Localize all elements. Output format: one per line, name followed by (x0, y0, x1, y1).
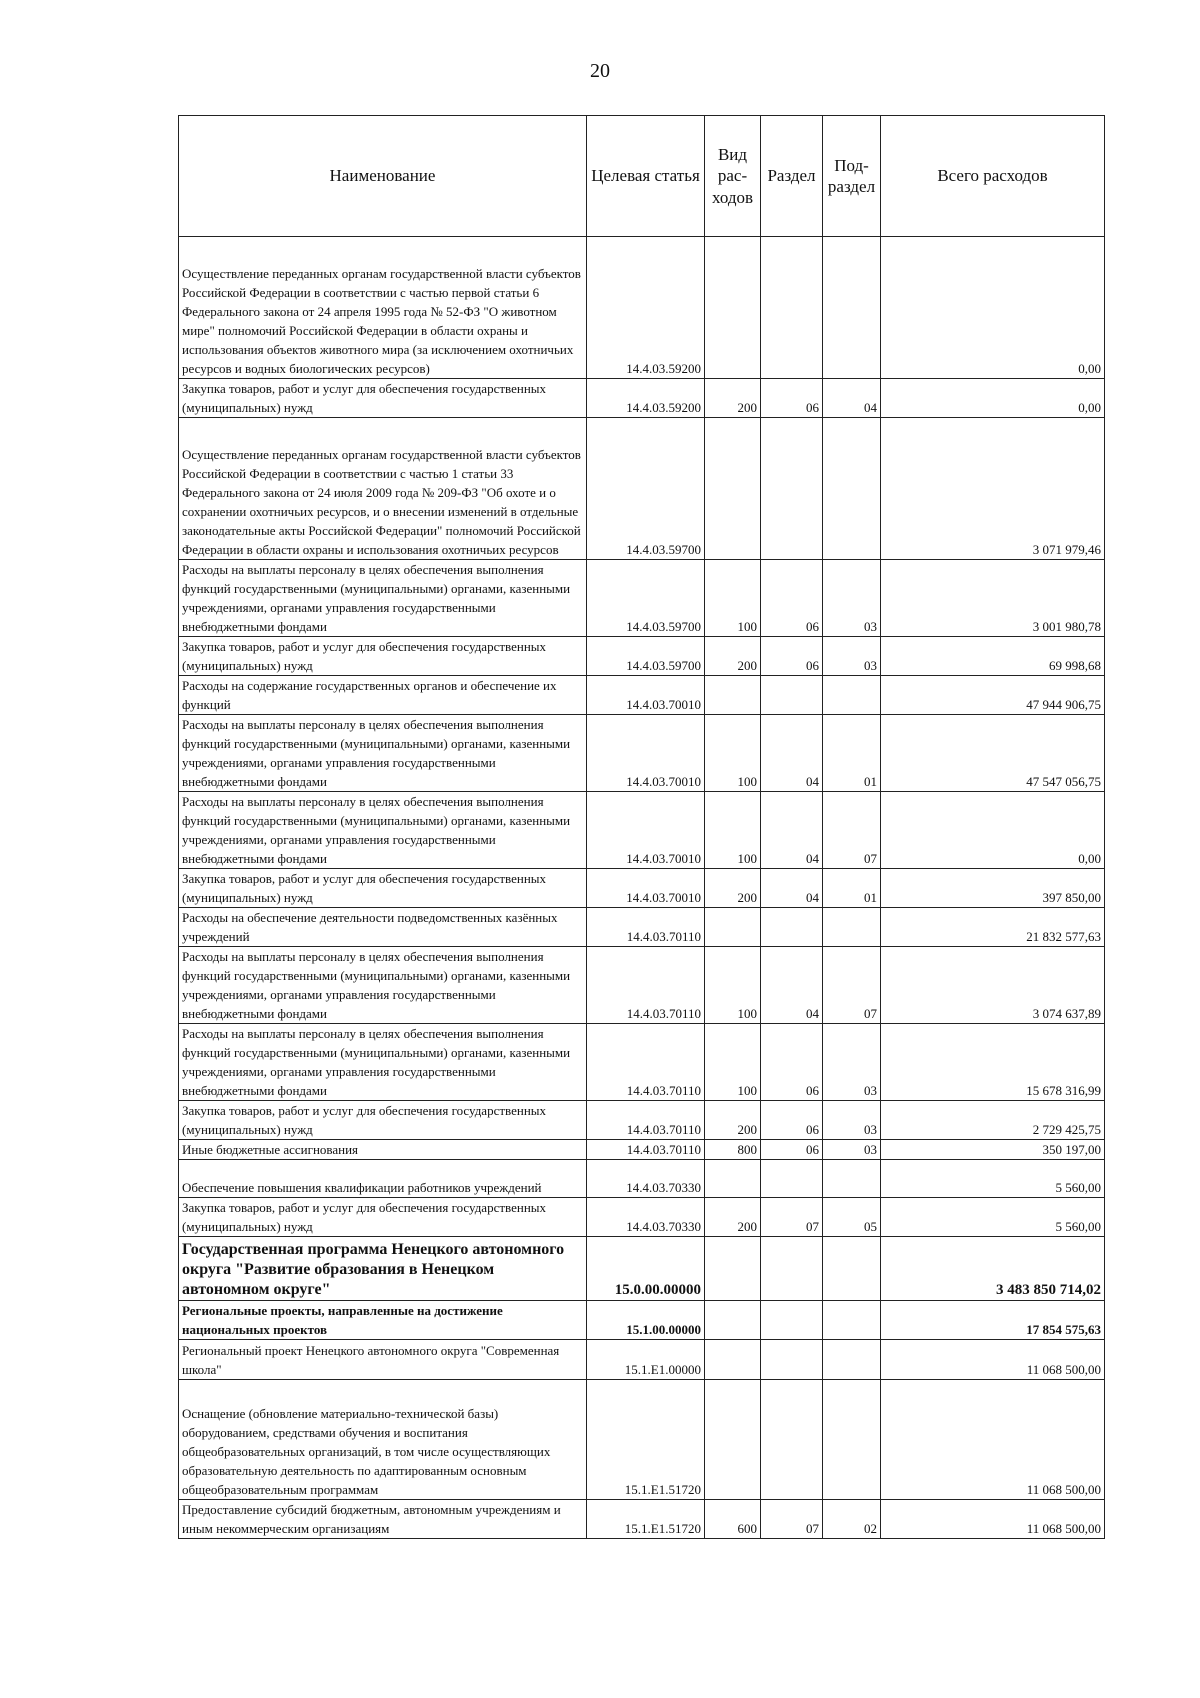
header-expense-type (705, 116, 761, 237)
row-subsection: 02 (823, 1500, 881, 1539)
row-total: 2 729 425,75 (881, 1101, 1105, 1140)
table-row (179, 869, 1105, 908)
row-name: Закупка товаров, работ и услуг для обеспечения государственных (муниципальных) нужд (179, 869, 587, 908)
row-expense-type (705, 676, 761, 715)
table-row (179, 947, 1105, 1024)
table-row (179, 676, 1105, 715)
table-row (179, 1198, 1105, 1237)
row-name: Иные бюджетные ассигнования (179, 1140, 587, 1160)
row-name: Расходы на обеспечение деятельности подведомственных казённых учреждений (179, 908, 587, 947)
row-expense-type: 100 (705, 1024, 761, 1101)
row-total: 3 001 980,78 (881, 560, 1105, 637)
row-section: 07 (761, 1198, 823, 1237)
table-row (179, 1340, 1105, 1380)
row-target-article: 14.4.03.70010 (587, 869, 705, 908)
row-subsection: 03 (823, 1024, 881, 1101)
row-target-article: 14.4.03.59200 (587, 379, 705, 418)
table-row (179, 237, 1105, 379)
row-name: Расходы на содержание государственных органов и обеспечение их функций (179, 676, 587, 715)
row-subsection: 07 (823, 792, 881, 869)
row-name: Закупка товаров, работ и услуг для обеспечения государственных (муниципальных) нужд (179, 1198, 587, 1237)
row-subsection (823, 1340, 881, 1380)
row-name: Расходы на выплаты персоналу в целях обеспечения выполнения функций государственными (муниципальными) органами, казенными учреждениями, органами управления государственными внебюджетными фондами (179, 715, 587, 792)
row-total: 11 068 500,00 (881, 1500, 1105, 1539)
row-section: 07 (761, 1500, 823, 1539)
row-section: 06 (761, 1140, 823, 1160)
row-section (761, 237, 823, 379)
row-section: 04 (761, 792, 823, 869)
row-subsection: 05 (823, 1198, 881, 1237)
row-name: Государственная программа Ненецкого автономного округа "Развитие образования в Ненецком автономном округе" (179, 1237, 587, 1301)
row-subsection: 01 (823, 715, 881, 792)
row-expense-type: 100 (705, 715, 761, 792)
row-section: 04 (761, 947, 823, 1024)
row-expense-type: 100 (705, 947, 761, 1024)
row-total: 5 560,00 (881, 1198, 1105, 1237)
row-target-article: 14.4.03.59700 (587, 637, 705, 676)
row-section: 06 (761, 1101, 823, 1140)
table-row (179, 1500, 1105, 1539)
row-expense-type (705, 418, 761, 560)
header-section: Раздел (761, 116, 823, 237)
row-target-article: 14.4.03.59200 (587, 237, 705, 379)
row-target-article: 15.1.E1.51720 (587, 1380, 705, 1500)
row-target-article: 14.4.03.70110 (587, 1024, 705, 1101)
row-total: 3 483 850 714,02 (881, 1237, 1105, 1301)
table-row (179, 908, 1105, 947)
table-row (179, 792, 1105, 869)
header-target-article: Целевая статья (587, 116, 705, 237)
row-expense-type: 800 (705, 1140, 761, 1160)
table-row (179, 1024, 1105, 1101)
row-subsection (823, 1237, 881, 1301)
row-expense-type (705, 1160, 761, 1198)
row-section (761, 1237, 823, 1301)
row-name: Осуществление переданных органам государственной власти субъектов Российской Федерации в соответствии с частью первой статьи 6 Федерального закона от 24 апреля 1995 года № 52-ФЗ "О животном мире" полномочий Российской Федерации в области охраны и использования объектов животного мира (за исключением охотничьих ресурсов и водных биологических ресурсов) (179, 237, 587, 379)
row-target-article: 14.4.03.59700 (587, 560, 705, 637)
row-expense-type: 200 (705, 1101, 761, 1140)
table-row (179, 1237, 1105, 1301)
row-subsection (823, 676, 881, 715)
row-name: Расходы на выплаты персоналу в целях обеспечения выполнения функций государственными (муниципальными) органами, казенными учреждениями, органами управления государственными внебюджетными фондами (179, 792, 587, 869)
row-expense-type (705, 1237, 761, 1301)
header-expense-type-label: Вид рас-ходов (711, 145, 754, 207)
row-total: 0,00 (881, 792, 1105, 869)
row-section (761, 908, 823, 947)
row-target-article: 14.4.03.59700 (587, 418, 705, 560)
row-expense-type (705, 1301, 761, 1340)
row-total: 0,00 (881, 379, 1105, 418)
table-row (179, 1380, 1105, 1500)
header-name: Наименование (179, 116, 587, 237)
row-section: 06 (761, 637, 823, 676)
row-target-article: 15.0.00.00000 (587, 1237, 705, 1301)
table-row (179, 418, 1105, 560)
row-total: 17 854 575,63 (881, 1301, 1105, 1340)
row-total: 11 068 500,00 (881, 1380, 1105, 1500)
row-total: 11 068 500,00 (881, 1340, 1105, 1380)
row-subsection (823, 237, 881, 379)
table-row (179, 1140, 1105, 1160)
table-row (179, 1160, 1105, 1198)
row-subsection: 07 (823, 947, 881, 1024)
row-name: Осуществление переданных органам государственной власти субъектов Российской Федерации в соответствии с частью 1 статьи 33 Федерального закона от 24 июля 2009 года № 209-ФЗ "Об охоте и о сохранении охотничьих ресурсов, и о внесении изменений в отдельные законодательные акты Российской Федерации" полномочий Российской Федерации в области охраны и использования охотничьих ресурсов (179, 418, 587, 560)
row-expense-type (705, 908, 761, 947)
row-subsection (823, 1380, 881, 1500)
table-header-row (179, 116, 1105, 237)
page-number: 20 (590, 60, 610, 82)
row-section: 06 (761, 560, 823, 637)
header-subsection (823, 116, 881, 237)
row-name: Расходы на выплаты персоналу в целях обеспечения выполнения функций государственными (муниципальными) органами, казенными учреждениями, органами управления государственными внебюджетными фондами (179, 560, 587, 637)
row-name: Региональный проект Ненецкого автономного округа "Современная школа" (179, 1340, 587, 1380)
row-target-article: 14.4.03.70330 (587, 1198, 705, 1237)
row-subsection (823, 1301, 881, 1340)
table-row (179, 560, 1105, 637)
row-expense-type: 200 (705, 379, 761, 418)
row-section: 04 (761, 715, 823, 792)
row-total: 15 678 316,99 (881, 1024, 1105, 1101)
row-total: 3 074 637,89 (881, 947, 1105, 1024)
row-target-article: 15.1.E1.51720 (587, 1500, 705, 1539)
row-section: 06 (761, 1024, 823, 1101)
row-expense-type (705, 237, 761, 379)
row-section (761, 418, 823, 560)
row-name: Закупка товаров, работ и услуг для обеспечения государственных (муниципальных) нужд (179, 637, 587, 676)
row-total: 397 850,00 (881, 869, 1105, 908)
row-expense-type: 200 (705, 637, 761, 676)
row-expense-type: 200 (705, 1198, 761, 1237)
table-row (179, 637, 1105, 676)
row-expense-type (705, 1380, 761, 1500)
table-row (179, 1301, 1105, 1340)
row-subsection: 04 (823, 379, 881, 418)
row-name: Расходы на выплаты персоналу в целях обеспечения выполнения функций государственными (муниципальными) органами, казенными учреждениями, органами управления государственными внебюджетными фондами (179, 1024, 587, 1101)
row-total: 0,00 (881, 237, 1105, 379)
row-name: Расходы на выплаты персоналу в целях обеспечения выполнения функций государственными (муниципальными) органами, казенными учреждениями, органами управления государственными внебюджетными фондами (179, 947, 587, 1024)
row-expense-type: 600 (705, 1500, 761, 1539)
row-name: Региональные проекты, направленные на достижение национальных проектов (179, 1301, 587, 1340)
row-total: 47 944 906,75 (881, 676, 1105, 715)
row-target-article: 14.4.03.70110 (587, 1140, 705, 1160)
row-total: 350 197,00 (881, 1140, 1105, 1160)
row-section (761, 1301, 823, 1340)
row-section (761, 1340, 823, 1380)
row-name: Закупка товаров, работ и услуг для обеспечения государственных (муниципальных) нужд (179, 379, 587, 418)
header-subsection-label: Под-раздел (827, 155, 876, 196)
header-total: Всего расходов (881, 116, 1105, 237)
row-section (761, 676, 823, 715)
row-total: 47 547 056,75 (881, 715, 1105, 792)
budget-table (178, 115, 1105, 1539)
row-expense-type: 200 (705, 869, 761, 908)
row-total: 5 560,00 (881, 1160, 1105, 1198)
row-target-article: 14.4.03.70010 (587, 676, 705, 715)
row-target-article: 15.1.E1.00000 (587, 1340, 705, 1380)
row-subsection: 01 (823, 869, 881, 908)
row-subsection: 03 (823, 1101, 881, 1140)
row-section: 06 (761, 379, 823, 418)
row-target-article: 14.4.03.70010 (587, 715, 705, 792)
row-name: Закупка товаров, работ и услуг для обеспечения государственных (муниципальных) нужд (179, 1101, 587, 1140)
table-row (179, 379, 1105, 418)
row-expense-type: 100 (705, 792, 761, 869)
row-expense-type (705, 1340, 761, 1380)
row-target-article: 15.1.00.00000 (587, 1301, 705, 1340)
row-section: 04 (761, 869, 823, 908)
table-row (179, 1101, 1105, 1140)
row-subsection (823, 908, 881, 947)
row-target-article: 14.4.03.70110 (587, 1101, 705, 1140)
row-total: 69 998,68 (881, 637, 1105, 676)
row-target-article: 14.4.03.70330 (587, 1160, 705, 1198)
row-section (761, 1160, 823, 1198)
row-total: 21 832 577,63 (881, 908, 1105, 947)
row-name: Оснащение (обновление материально-технической базы) оборудованием, средствами обучения и воспитания общеобразовательных организаций, в том числе осуществляющих образовательную деятельность по адаптированным основным общеобразовательным программам (179, 1380, 587, 1500)
row-name: Обеспечение повышения квалификации работников учреждений (179, 1160, 587, 1198)
row-subsection: 03 (823, 637, 881, 676)
row-target-article: 14.4.03.70110 (587, 947, 705, 1024)
table-row (179, 715, 1105, 792)
row-target-article: 14.4.03.70110 (587, 908, 705, 947)
row-name: Предоставление субсидий бюджетным, автономным учреждениям и иным некоммерческим организациям (179, 1500, 587, 1539)
row-target-article: 14.4.03.70010 (587, 792, 705, 869)
row-subsection (823, 418, 881, 560)
row-subsection (823, 1160, 881, 1198)
row-expense-type: 100 (705, 560, 761, 637)
row-section (761, 1380, 823, 1500)
row-total: 3 071 979,46 (881, 418, 1105, 560)
row-subsection: 03 (823, 560, 881, 637)
row-subsection: 03 (823, 1140, 881, 1160)
